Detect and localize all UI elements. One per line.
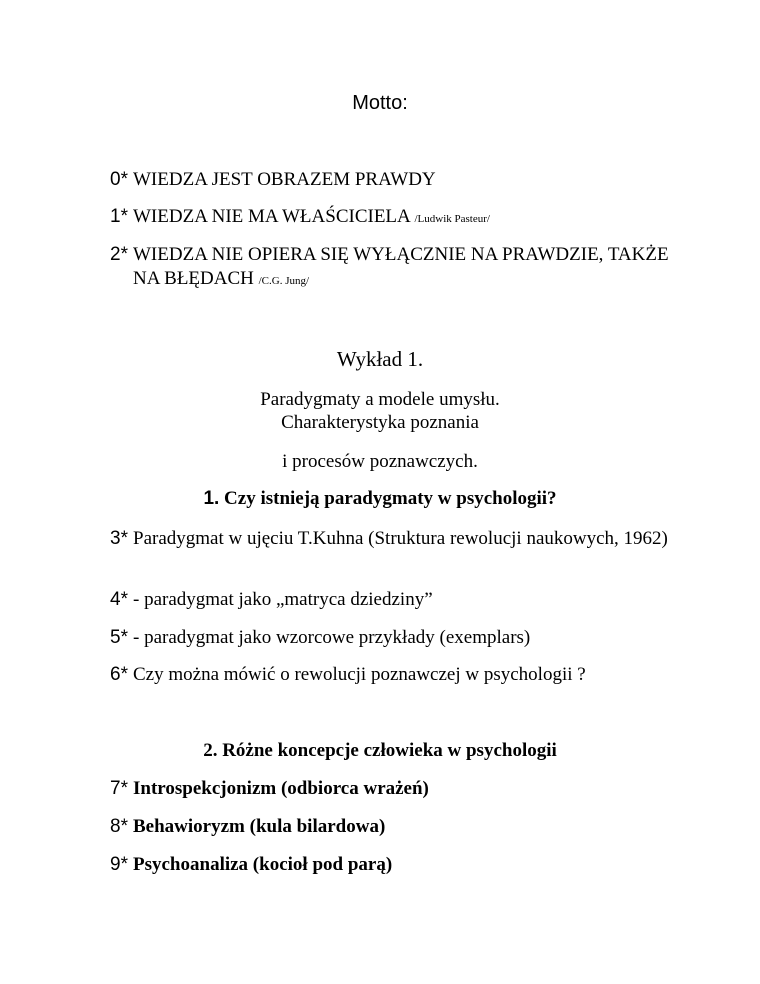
- lecture-subtitle-line: i procesów poznawczych.: [282, 451, 478, 472]
- list-item: [110, 777, 670, 801]
- motto-item: [110, 243, 670, 293]
- motto-text: WIEDZA NIE OPIERA SIĘ WYŁĄCZNIE NA PRAWDZIE, TAKŻE NA BŁĘDACH: [133, 244, 669, 289]
- item-text: Paradygmat w ujęciu T.Kuhna (Struktura rewolucji naukowych, 1962): [133, 528, 668, 549]
- list-item: [110, 527, 670, 551]
- list-item: [110, 626, 670, 650]
- section-heading: [0, 487, 760, 511]
- list-item: [110, 588, 670, 612]
- list-item: [110, 663, 670, 687]
- item-marker: 9*: [110, 854, 128, 875]
- list-item: [110, 853, 670, 877]
- item-text: Czy można mówić o rewolucji poznawczej w psychologii ?: [133, 664, 586, 685]
- list-item: [110, 815, 670, 839]
- item-marker: 5*: [110, 627, 128, 648]
- item-marker: 2*: [110, 244, 128, 265]
- item-marker: 0*: [110, 169, 128, 190]
- item-marker: 4*: [110, 589, 128, 610]
- item-marker: 6*: [110, 664, 128, 685]
- item-text: Psychoanaliza (kocioł pod parą): [133, 854, 393, 875]
- item-text: Behawioryzm (kula bilardowa): [133, 816, 386, 837]
- item-marker: 1*: [110, 206, 128, 227]
- motto-author: /C.G. Jung/: [258, 275, 310, 287]
- item-text: - paradygmat jako „matryca dziedziny”: [133, 589, 433, 610]
- motto-text: WIEDZA NIE MA WŁAŚCICIELA: [133, 206, 410, 227]
- item-marker: 3*: [110, 528, 128, 549]
- motto-item: [110, 168, 670, 192]
- item-text: - paradygmat jako wzorcowe przykłady (exemplars): [133, 627, 531, 648]
- section-heading: 2. Różne koncepcje człowieka w psychologii: [203, 740, 557, 761]
- section-number: 1.: [203, 488, 220, 509]
- motto-item: [110, 205, 670, 231]
- lecture-subtitle-line: Charakterystyka poznania: [281, 412, 479, 433]
- item-marker: 7*: [110, 778, 128, 799]
- motto-text: WIEDZA JEST OBRAZEM PRAWDY: [133, 169, 436, 190]
- item-marker: 8*: [110, 816, 128, 837]
- item-text: Introspekcjonizm (odbiorca wrażeń): [133, 778, 429, 799]
- section-title: Czy istnieją paradygmaty w psychologii?: [224, 488, 557, 509]
- lecture-title: Wykład 1.: [336, 347, 424, 371]
- motto-author: /Ludwik Pasteur/: [414, 213, 490, 225]
- lecture-subtitle-line: Paradygmaty a modele umysłu.: [260, 389, 500, 410]
- motto-title: Motto:: [352, 92, 408, 114]
